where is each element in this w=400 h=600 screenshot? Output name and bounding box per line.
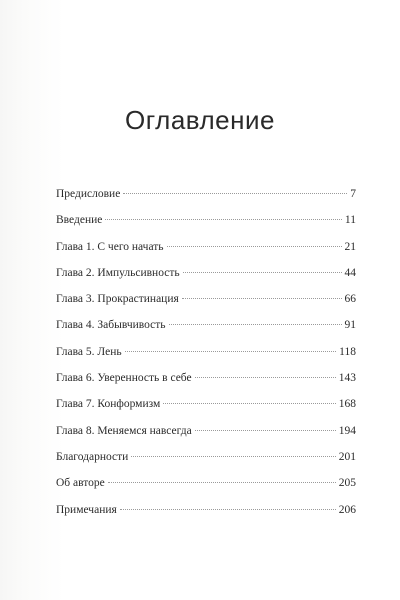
toc-item <box>56 187 356 213</box>
toc-item-label: Глава 1. С чего начать <box>56 240 164 253</box>
dot-leader <box>105 219 342 220</box>
toc-item-page-number: 194 <box>338 424 356 437</box>
toc-item-label: Глава 6. Уверенность в себе <box>56 372 192 385</box>
toc-item <box>56 213 356 239</box>
toc-item-label: Глава 7. Конформизм <box>56 398 161 411</box>
toc-item <box>56 503 356 529</box>
dot-leader <box>108 482 336 483</box>
toc-item <box>56 476 356 502</box>
toc-item <box>56 397 356 423</box>
toc-item <box>56 450 356 476</box>
dot-leader <box>163 403 335 404</box>
dot-leader <box>195 430 336 431</box>
toc-item-label: Введение <box>56 214 103 227</box>
dot-leader <box>125 351 337 352</box>
toc-item-page-number: 201 <box>338 450 356 463</box>
toc-item <box>56 371 356 397</box>
table-of-contents <box>56 187 356 529</box>
toc-item-label: Благодарности <box>56 450 129 463</box>
toc-item-label: Глава 5. Лень <box>56 345 122 358</box>
dot-leader <box>131 456 335 457</box>
toc-item <box>56 345 356 371</box>
dot-leader <box>183 272 342 273</box>
dot-leader <box>120 509 336 510</box>
toc-item-page-number: 66 <box>344 293 356 306</box>
dot-leader <box>123 193 347 194</box>
toc-item <box>56 266 356 292</box>
toc-item-page-number: 168 <box>338 398 356 411</box>
toc-item-label: Об авторе <box>56 477 105 490</box>
toc-item <box>56 292 356 318</box>
toc-item-label: Предисловие <box>56 188 121 200</box>
dot-leader <box>169 324 342 325</box>
toc-item-page-number: 44 <box>344 266 356 279</box>
toc-item <box>56 424 356 450</box>
dot-leader <box>195 377 336 378</box>
toc-item-page-number: 206 <box>338 503 356 516</box>
toc-item-label: Глава 3. Прокрастинация <box>56 293 179 306</box>
toc-item <box>56 318 356 344</box>
page-title: Оглавление <box>125 105 275 136</box>
toc-item <box>56 240 356 266</box>
toc-item-page-number: 118 <box>339 345 356 358</box>
toc-item-label: Глава 8. Меняемся навсегда <box>56 424 192 437</box>
toc-item-page-number: 205 <box>338 477 356 490</box>
toc-item-label: Глава 4. Забывчивость <box>56 319 166 332</box>
toc-item-label: Глава 2. Импульсивность <box>56 266 180 279</box>
toc-item-page-number: 91 <box>344 319 356 332</box>
toc-item-page-number: 21 <box>344 240 356 253</box>
toc-item-page-number: 143 <box>338 372 356 385</box>
toc-item-label: Примечания <box>56 503 117 516</box>
dot-leader <box>182 298 342 299</box>
dot-leader <box>167 246 342 247</box>
toc-item-page-number: 11 <box>344 214 356 227</box>
toc-item-page-number: 7 <box>350 188 356 200</box>
